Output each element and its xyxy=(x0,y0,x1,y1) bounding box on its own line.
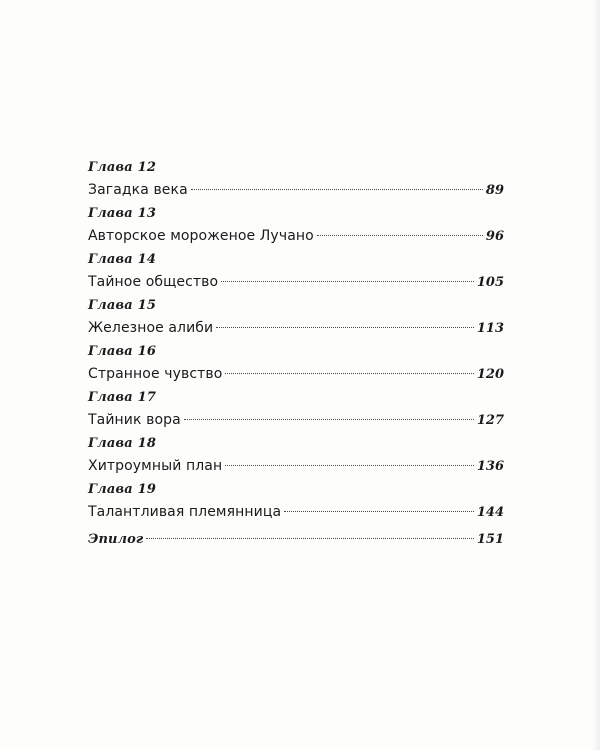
epilogue-title: Эпилог xyxy=(88,532,144,547)
dot-leader xyxy=(221,281,474,282)
chapter-label: Глава 12 xyxy=(88,160,157,175)
dot-leader xyxy=(317,235,483,236)
toc-entry xyxy=(88,296,504,342)
chapter-label: Глава 18 xyxy=(88,436,157,451)
dot-leader xyxy=(146,538,474,539)
chapter-label: Глава 17 xyxy=(88,390,157,405)
chapter-label: Глава 13 xyxy=(88,206,157,221)
page-number: 113 xyxy=(476,321,504,336)
toc-line xyxy=(88,408,504,432)
toc-line xyxy=(88,270,504,294)
chapter-title: Странное чувство xyxy=(88,366,223,382)
dot-leader xyxy=(225,373,473,374)
page-number: 96 xyxy=(485,229,504,244)
toc-line xyxy=(88,178,504,202)
toc-entry xyxy=(88,158,504,204)
toc-entry xyxy=(88,388,504,434)
toc-entry xyxy=(88,250,504,296)
chapter-title: Тайное общество xyxy=(88,274,219,290)
dot-leader xyxy=(191,189,483,190)
toc-entry xyxy=(88,434,504,480)
page-edge-shadow xyxy=(592,0,600,750)
page-number: 127 xyxy=(476,413,504,428)
chapter-title: Железное алиби xyxy=(88,320,214,336)
toc-line xyxy=(88,362,504,386)
chapter-label: Глава 14 xyxy=(88,252,157,267)
toc-line xyxy=(88,500,504,524)
table-of-contents xyxy=(88,158,504,552)
toc-entry xyxy=(88,342,504,388)
toc-line xyxy=(88,454,504,478)
toc-entry xyxy=(88,480,504,526)
page-number: 151 xyxy=(476,532,504,547)
dot-leader xyxy=(284,511,474,512)
dot-leader xyxy=(216,327,474,328)
page-number: 120 xyxy=(476,367,504,382)
page-number: 89 xyxy=(485,183,504,198)
toc-line xyxy=(88,316,504,340)
chapter-title: Тайник вора xyxy=(88,412,181,428)
chapter-title: Хитроумный план xyxy=(88,458,223,474)
page-number: 105 xyxy=(476,275,504,290)
chapter-title: Авторское мороженое Лучано xyxy=(88,228,314,244)
page-number: 144 xyxy=(476,505,504,520)
chapter-label: Глава 19 xyxy=(88,482,157,497)
toc-line xyxy=(88,224,504,248)
chapter-title: Талантливая племянница xyxy=(88,504,282,520)
chapter-label: Глава 15 xyxy=(88,298,157,313)
dot-leader xyxy=(225,465,474,466)
dot-leader xyxy=(184,419,474,420)
chapter-title: Загадка века xyxy=(88,182,188,198)
toc-entry xyxy=(88,204,504,250)
epilogue-entry xyxy=(88,528,504,552)
chapter-label: Глава 16 xyxy=(88,344,157,359)
page-number: 136 xyxy=(476,459,504,474)
